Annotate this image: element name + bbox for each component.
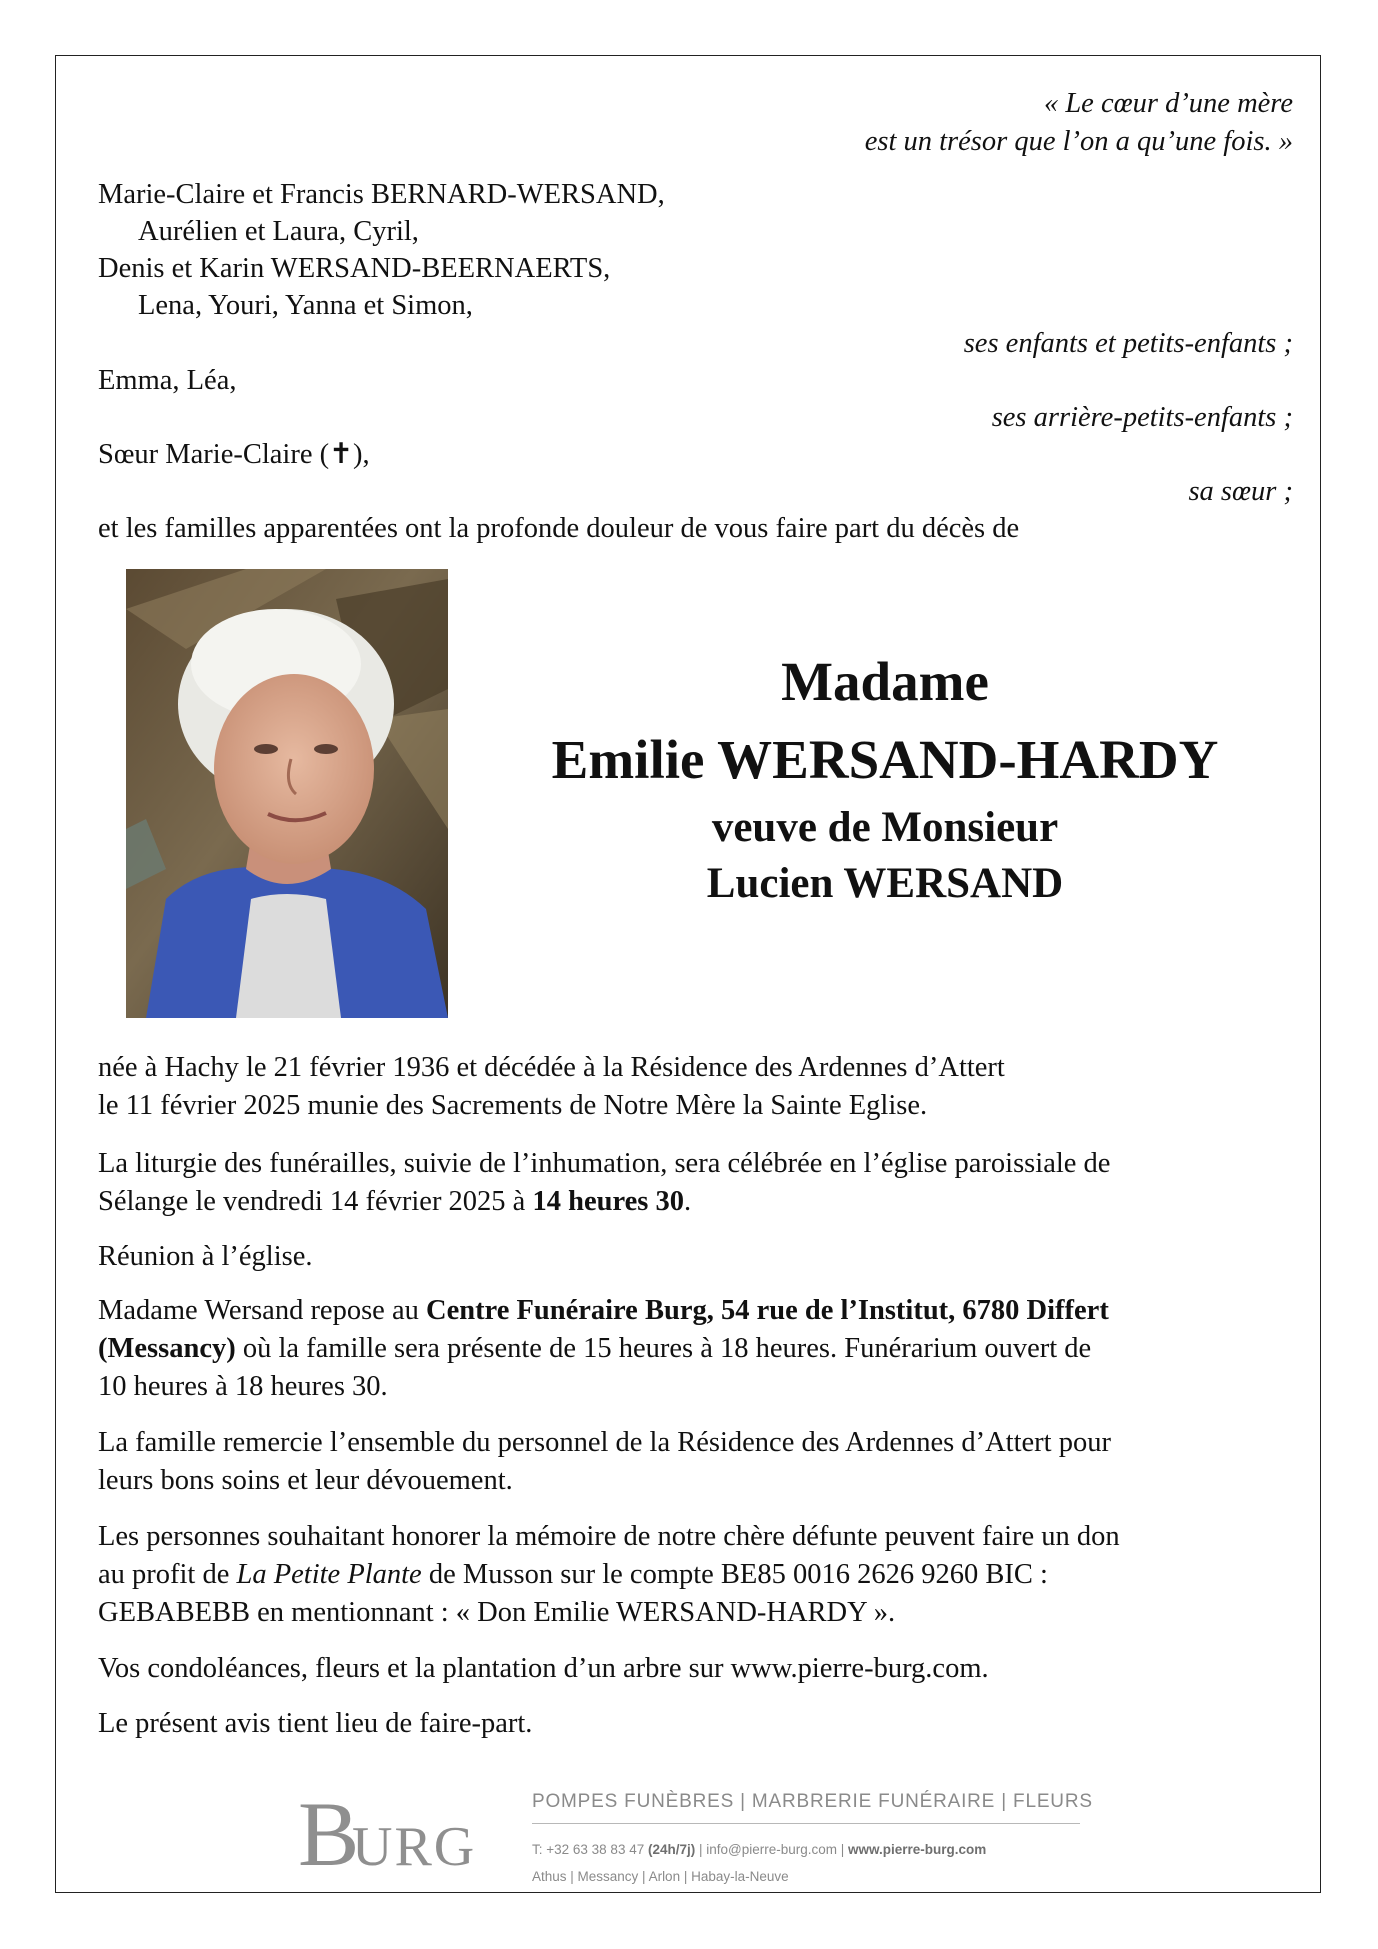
funeral-center-address: Centre Funéraire Burg, 54 rue de l’Institut, 6780 Differt [425, 1295, 1109, 1326]
svg-text:B: B [298, 1785, 360, 1875]
liturgy-text: Sélange le vendredi 14 février 2025 à [98, 1186, 533, 1217]
portrait-photo [126, 569, 448, 1018]
bank-account: de Musson sur le compte BE85 0016 2626 9260 BIC : [421, 1559, 1048, 1590]
family-children-4: Lena, Youri, Yanna et Simon, [138, 290, 473, 321]
footer-phone: T: +32 63 38 83 47 [532, 1842, 648, 1857]
donation-line-1: Les personnes souhaitant honorer la mémoire de notre chère défunte peuvent faire un don [98, 1521, 1120, 1552]
svg-text:URG: URG [352, 1816, 477, 1875]
donation-paragraph [98, 1518, 1298, 1632]
rest-line-1 [98, 1292, 1298, 1330]
rest-line-3: 10 heures à 18 heures 30. [98, 1371, 388, 1402]
thanks-line-2: leurs bons soins et leur dévouement. [98, 1465, 513, 1496]
donation-line-3: GEBABEBB en mentionnant : « Don Emilie WERSAND-HARDY ». [98, 1597, 896, 1628]
burg-logo [298, 1785, 483, 1875]
family-children-role: ses enfants et petits-enfants ; [963, 328, 1293, 359]
footer-services: POMPES FUNÈBRES | MARBRERIE FUNÉRAIRE | FLEURS [532, 1791, 1093, 1812]
rest-hours: où la famille sera présente de 15 heures à 18 heures. Funérarium ouvert de [235, 1333, 1092, 1364]
footer-contact [532, 1842, 986, 1857]
condolences-line: Vos condoléances, fleurs et la plantation d’un arbre sur www.pierre-burg.com. [98, 1653, 989, 1684]
announcement-line: et les familles apparentées ont la profonde douleur de vous faire part du décès de [98, 513, 1020, 544]
family-great-grandchildren-role: ses arrière-petits-enfants ; [991, 402, 1293, 433]
notice-paragraph [98, 1705, 1298, 1743]
rest-text: Madame Wersand repose au [98, 1295, 426, 1326]
liturgy-end: . [683, 1186, 692, 1217]
footer-email[interactable]: | info@pierre-burg.com | [695, 1842, 849, 1857]
donation-text: au profit de [98, 1559, 237, 1590]
liturgy-line-2 [98, 1183, 1298, 1221]
rest-paragraph [98, 1292, 1298, 1406]
liturgy-line-1: La liturgie des funérailles, suivie de l’inhumation, sera célébrée en l’église paroissiale de [98, 1148, 1111, 1179]
widow-of-label: veuve de Monsieur [711, 804, 1059, 851]
birth-death-line-1: née à Hachy le 21 février 1936 et décédée à la Résidence des Ardennes d’Attert [98, 1052, 1005, 1083]
deceased-name: Emilie WERSAND-HARDY [551, 729, 1219, 790]
birth-death-line-2: le 11 février 2025 munie des Sacrements de Notre Mère la Sainte Eglise. [98, 1090, 928, 1121]
liturgy-paragraph [98, 1145, 1298, 1221]
rest-line-2 [98, 1330, 1298, 1368]
family-children-1: Marie-Claire et Francis BERNARD-WERSAND, [98, 179, 665, 210]
meeting-line: Réunion à l’église. [98, 1241, 313, 1272]
meeting-paragraph [98, 1238, 1298, 1276]
footer-divider [532, 1823, 1080, 1824]
thanks-paragraph [98, 1424, 1298, 1500]
quote-line-1: « Le cœur d’une mère [1043, 88, 1293, 119]
spouse-name: Lucien WERSAND [706, 860, 1064, 907]
thanks-line-1: La famille remercie l’ensemble du personnel de la Résidence des Ardennes d’Attert pour [98, 1427, 1111, 1458]
birth-death-paragraph [98, 1049, 1298, 1125]
family-children-2: Aurélien et Laura, Cyril, [138, 216, 419, 247]
family-sister-role: sa sœur ; [1188, 476, 1293, 507]
ceremony-time: 14 heures 30 [532, 1186, 684, 1217]
family-sister: Sœur Marie-Claire (✝), [98, 439, 370, 470]
deceased-title: Madame [781, 651, 989, 712]
quote-line-2: est un trésor que l’on a qu’une fois. » [864, 126, 1293, 157]
footer-phone-hours: (24h/7j) [647, 1842, 696, 1857]
footer-locations: Athus | Messancy | Arlon | Habay-la-Neuve [532, 1869, 789, 1884]
funeral-center-town: (Messancy) [98, 1333, 236, 1364]
notice-line: Le présent avis tient lieu de faire-part. [98, 1708, 533, 1739]
family-great-grandchildren: Emma, Léa, [98, 365, 237, 396]
charity-name: La Petite Plante [236, 1559, 422, 1590]
family-children-3: Denis et Karin WERSAND-BEERNAERTS, [98, 253, 611, 284]
footer-website-link[interactable]: www.pierre-burg.com [848, 1842, 987, 1857]
condolences-paragraph [98, 1650, 1298, 1688]
donation-line-2 [98, 1556, 1298, 1594]
